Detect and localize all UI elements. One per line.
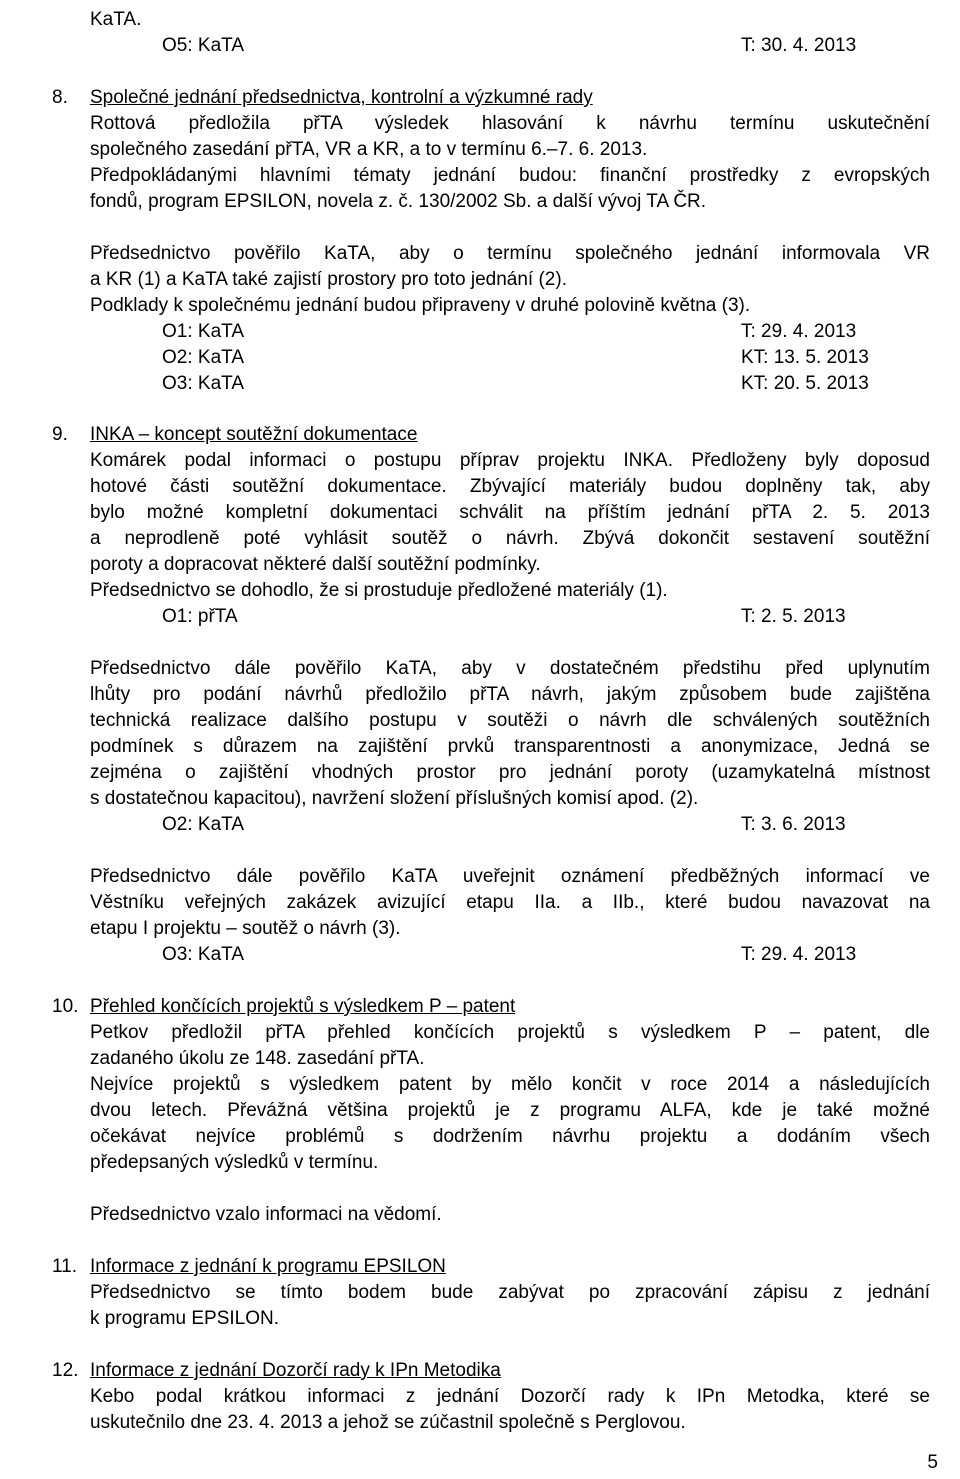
text-line: uskutečnilo dne 23. 4. 2013 a jehož se zúčastnil společně s Perglovou. <box>90 1412 686 1433</box>
section-heading: Společné jednání předsednictva, kontrolní a výzkumné rady <box>90 87 593 108</box>
text-line: KaTA. <box>90 9 142 30</box>
task-assignee: O1: přTA <box>162 606 238 627</box>
task-assignee: O2: KaTA <box>162 347 245 368</box>
text-line: Nejvíce projektů s výsledkem patent by mělo končit v roce 2014 a následujících <box>90 1074 930 1095</box>
task-deadline: KT: 13. 5. 2013 <box>741 347 869 368</box>
text-line: lhůty pro podání návrhů předložilo přTA návrh, jakým způsobem bude zajištěna <box>90 684 930 705</box>
text-line: a neprodleně poté vyhlásit soutěž o návrh. Zbývá dokončit sestavení soutěžní <box>90 528 930 549</box>
text-line: Podklady k společnému jednání budou připraveny v druhé polovině května (3). <box>90 295 751 316</box>
section-number: 8. <box>52 87 68 108</box>
text-line: Věstníku veřejných zakázek avizující etapu IIa. a IIb., které budou navazovat na <box>90 892 930 913</box>
text-line: předepsaných výsledků v termínu. <box>90 1152 379 1173</box>
text-line: společného zasedání přTA, VR a KR, a to v termínu 6.–7. 6. 2013. <box>90 139 648 160</box>
text-line: s dostatečnou kapacitou), navržení složení příslušných komisí apod. (2). <box>90 788 699 809</box>
section-heading: Přehled končících projektů s výsledkem P – patent <box>90 996 516 1017</box>
text-line: fondů, program EPSILON, novela z. č. 130/2002 Sb. a další vývoj TA ČR. <box>90 191 707 212</box>
text-line: Předsednictvo se tímto bodem bude zabývat po zpracování zápisu z jednání <box>90 1282 930 1303</box>
text-line: dvou letech. Převážná většina projektů je z programu ALFA, kde je také možné <box>90 1100 930 1121</box>
task-deadline: T: 3. 6. 2013 <box>741 814 846 835</box>
text-line: Komárek podal informaci o postupu příprav projektu INKA. Předloženy byly doposud <box>90 450 930 471</box>
section-number: 11. <box>52 1256 78 1277</box>
section-number: 9. <box>52 424 68 445</box>
text-line: Předsednictvo se dohodlo, že si prostuduje předložené materiály (1). <box>90 580 668 601</box>
text-line: Rottová předložila přTA výsledek hlasování k návrhu termínu uskutečnění <box>90 113 930 134</box>
section-heading: Informace z jednání k programu EPSILON <box>90 1256 446 1277</box>
task-deadline: T: 30. 4. 2013 <box>741 35 857 56</box>
text-line: Předsednictvo pověřilo KaTA, aby o termínu společného jednání informovala VR <box>90 243 930 264</box>
text-line: očekávat nejvíce problémů s dodržením návrhu projektu a dodáním všech <box>90 1126 930 1147</box>
task-assignee: O2: KaTA <box>162 814 245 835</box>
text-line: hotové části soutěžní dokumentace. Zbývající materiály budou doplněny tak, aby <box>90 476 930 497</box>
task-assignee: O3: KaTA <box>162 373 245 394</box>
text-line: Předsednictvo dále pověřilo KaTA, aby v dostatečném předstihu před uplynutím <box>90 658 930 679</box>
section-number: 12. <box>52 1360 79 1381</box>
page-number: 5 <box>927 1452 938 1473</box>
task-deadline: T: 2. 5. 2013 <box>741 606 846 627</box>
text-line: k programu EPSILON. <box>90 1308 280 1329</box>
text-line: technická realizace dalšího postupu v soutěži o návrh dle schválených soutěžních <box>90 710 930 731</box>
task-deadline: T: 29. 4. 2013 <box>741 321 857 342</box>
text-line: zejména o zajištění vhodných prostor pro jednání poroty (uzamykatelná místnost <box>90 762 930 783</box>
text-line: a KR (1) a KaTA také zajistí prostory pro toto jednání (2). <box>90 269 567 290</box>
section-heading: INKA – koncept soutěžní dokumentace <box>90 424 418 445</box>
task-assignee: O1: KaTA <box>162 321 245 342</box>
text-line: etapu I projektu – soutěž o návrh (3). <box>90 918 401 939</box>
text-line: Předsednictvo dále pověřilo KaTA uveřejnit oznámení předběžných informací ve <box>90 866 930 887</box>
task-assignee: O5: KaTA <box>162 35 245 56</box>
text-line: zadaného úkolu ze 148. zasedání přTA. <box>90 1048 425 1069</box>
section-number: 10. <box>52 996 79 1017</box>
text-line: Kebo podal krátkou informaci z jednání Dozorčí rady k IPn Metodka, které se <box>90 1386 930 1407</box>
text-line: poroty a dopracovat některé další soutěžní podmínky. <box>90 554 541 575</box>
task-assignee: O3: KaTA <box>162 944 245 965</box>
text-line: Předpokládanými hlavními tématy jednání budou: finanční prostředky z evropských <box>90 165 930 186</box>
text-line: bylo možné kompletní dokumentaci schválit na příštím jednání přTA 2. 5. 2013 <box>90 502 930 523</box>
section-heading: Informace z jednání Dozorčí rady k IPn Metodika <box>90 1360 501 1381</box>
text-line: Předsednictvo vzalo informaci na vědomí. <box>90 1204 442 1225</box>
text-line: Petkov předložil přTA přehled končících projektů s výsledkem P – patent, dle <box>90 1022 930 1043</box>
task-deadline: T: 29. 4. 2013 <box>741 944 857 965</box>
task-deadline: KT: 20. 5. 2013 <box>741 373 869 394</box>
text-line: podmínek s důrazem na zajištění prvků transparentnosti a anonymizace, Jedná se <box>90 736 930 757</box>
